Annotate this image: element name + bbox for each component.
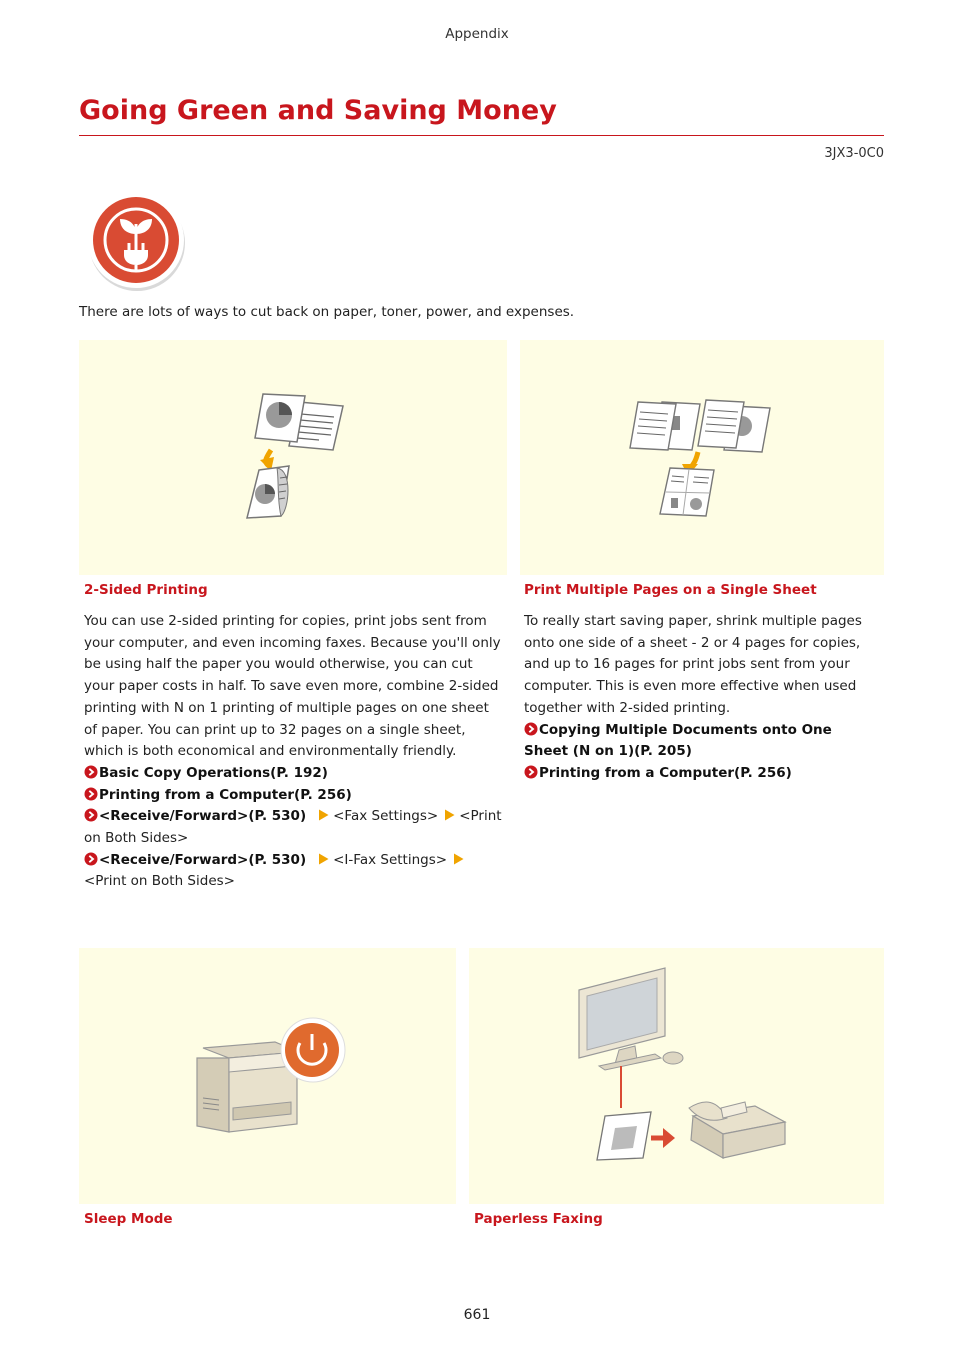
circle-arrow-icon [84,765,98,779]
fax-settings-step: <Fax Settings> [333,808,439,825]
two-sided-description: You can use 2-sided printing for copies, print jobs sent from your computer, and even incoming faxes. Because you'll only be using half the paper you would otherwise, you can cut your paper costs in half. To save even more, combine 2-sided printing with N on 1 printing of multiple pages on one sheet of paper. You can print up to 32 pages on a single sheet, which is both economical and environmentally friendly. [84,613,501,760]
print-both-sides-step: <Print on Both Sides> [84,808,502,847]
multi-pages-title: Print Multiple Pages on a Single Sheet [524,582,817,598]
circle-arrow-icon [84,808,98,822]
two-sided-printing-title: 2-Sided Printing [84,582,208,598]
page-number: 661 [463,1307,491,1323]
orange-triangle-icon [453,853,464,865]
paperless-faxing-illustration [469,948,884,1204]
receive-forward-ifax-link[interactable] [84,852,306,868]
copying-multiple-documents-link-label: Copying Multiple Documents onto One Sheet (N on 1)(P. 205) [524,721,832,760]
orange-triangle-icon [318,853,329,865]
printing-from-computer-link-2-label: Printing from a Computer(P. 256) [539,764,792,781]
two-sided-illustration-panel [79,340,507,575]
page-title: Going Green and Saving Money [79,95,557,126]
circle-arrow-icon [84,852,98,866]
two-sided-printing-text [84,611,502,893]
multi-pages-illustration-panel [520,340,884,575]
paperless-faxing-title: Paperless Faxing [474,1211,603,1227]
orange-triangle-icon [444,809,455,821]
copying-multiple-documents-link[interactable] [524,720,880,763]
circle-arrow-icon [524,765,538,779]
receive-forward-ifax-link-label: <Receive/Forward>(P. 530) [99,851,307,868]
receive-forward-fax-link[interactable] [84,808,306,824]
multi-pages-description: To really start saving paper, shrink multiple pages onto one side of a sheet - 2 or 4 pages for copies, and up to 16 pages for print jobs sent from your computer. This is even more effective when used together with 2-sided printing. [524,613,862,716]
orange-triangle-icon [318,809,329,821]
receive-forward-ifax-path [84,850,502,893]
sleep-mode-title: Sleep Mode [84,1211,173,1227]
page-header: Appendix [445,26,509,42]
multi-pages-illustration [520,340,884,575]
print-both-sides-step-2: <Print on Both Sides> [84,873,235,890]
document-id: 3JX3-0C0 [824,146,884,161]
title-divider [79,135,884,136]
receive-forward-fax-link-label: <Receive/Forward>(P. 530) [99,808,307,825]
eco-leaf-plug-icon [84,188,190,294]
printing-from-computer-link-2[interactable] [524,763,880,785]
circle-arrow-icon [524,722,538,736]
sleep-mode-illustration [79,948,456,1204]
printing-from-computer-link-label: Printing from a Computer(P. 256) [99,786,352,803]
two-sided-printing-illustration [79,340,507,575]
receive-forward-fax-path [84,806,502,849]
basic-copy-link-label: Basic Copy Operations(P. 192) [99,764,328,781]
intro-text: There are lots of ways to cut back on paper, toner, power, and expenses. [79,304,575,320]
printing-from-computer-link[interactable] [84,785,502,807]
basic-copy-link[interactable] [84,763,502,785]
multi-pages-text [524,611,880,785]
paperless-faxing-illustration-panel [469,948,884,1204]
sleep-mode-illustration-panel [79,948,456,1204]
circle-arrow-icon [84,787,98,801]
ifax-settings-step: <I-Fax Settings> [333,851,448,868]
